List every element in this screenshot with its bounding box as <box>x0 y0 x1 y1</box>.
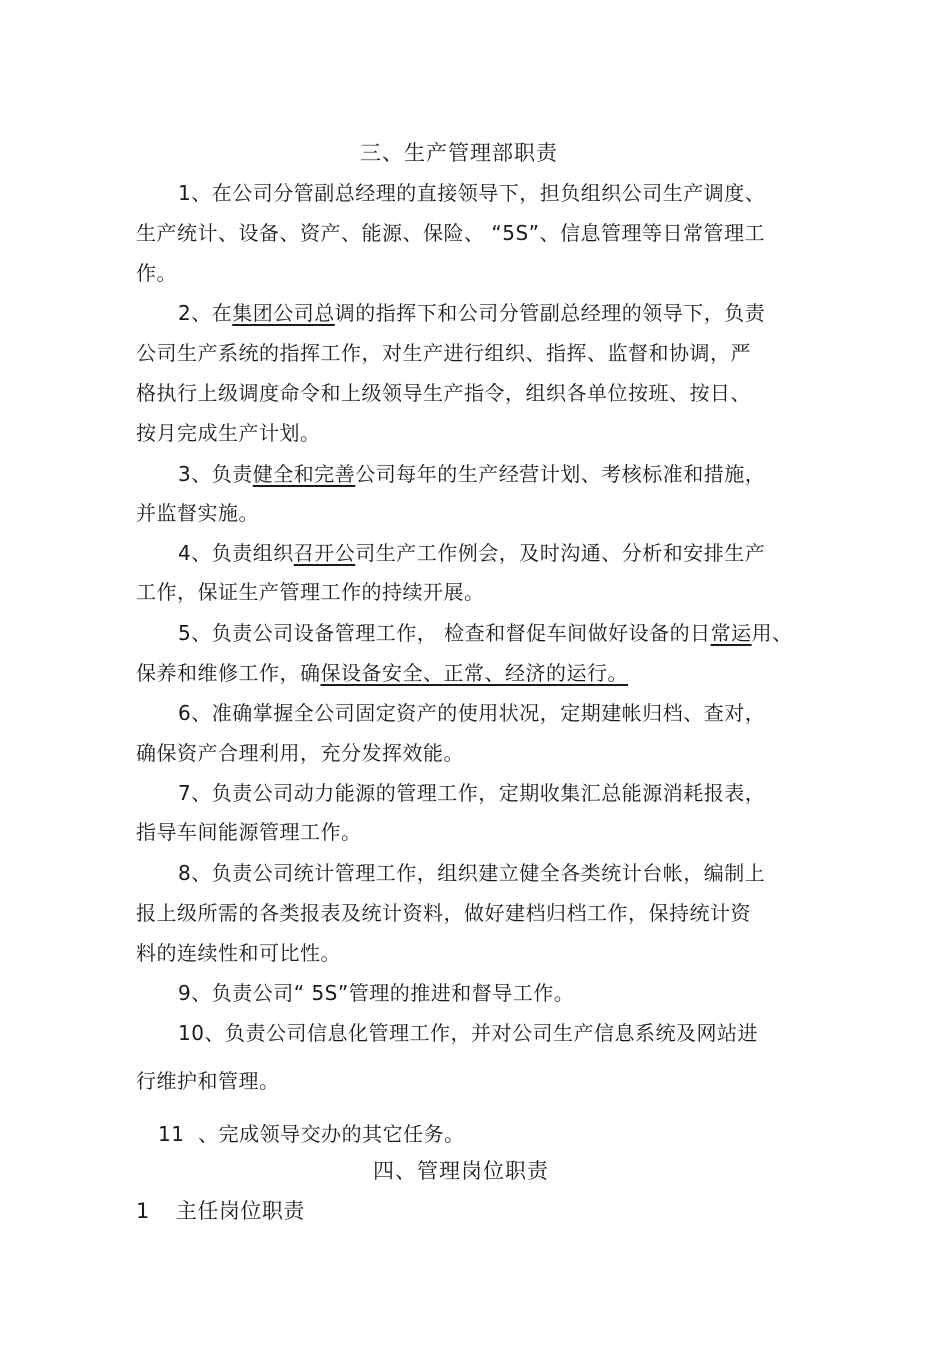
item-5-text-a: 5、负责公司设备管理工作， 检查和督促车间做好设备的日 <box>178 621 711 645</box>
item-1-line-3: 作。 <box>136 261 177 285</box>
item-7-line-1: 7、负责公司动力能源的管理工作，定期收集汇总能源消耗报表， <box>178 781 766 805</box>
item-10-line-2: 行维护和管理。 <box>136 1069 280 1093</box>
item-2-text-a: 2、在 <box>178 301 233 325</box>
item-5-line-2 <box>136 660 628 686</box>
item-5-line-1 <box>178 620 793 646</box>
item-6-line-2: 确保资产合理利用，充分发挥效能。 <box>136 741 464 765</box>
item-5-underlined-text: 常运 <box>710 621 752 645</box>
item-2-text-b: 调的指挥下和公司分管副总经理的领导下，负责 <box>334 301 766 325</box>
item-8-line-2: 报上级所需的各类报表及统计资料，做好建档归档工作，保持统计资 <box>136 901 751 925</box>
item-10-line-1: 10、负责公司信息化管理工作，并对公司生产信息系统及网站进 <box>178 1021 758 1045</box>
item-6-line-1: 6、准确掌握全公司固定资产的使用状况，定期建帐归档、查对， <box>178 701 766 725</box>
item-2-line-2: 公司生产系统的指挥工作，对生产进行组织、指挥、监督和协调，严 <box>136 341 751 365</box>
item-4-line-1 <box>178 540 765 566</box>
item-3-underlined-text: 健全和完善 <box>252 462 356 486</box>
item-8-line-3: 料的连续性和可比性。 <box>136 941 341 965</box>
item-8-line-1: 8、负责公司统计管理工作，组织建立健全各类统计台帐，编制上 <box>178 861 766 885</box>
item-2-underlined-text: 集团公司总 <box>232 301 335 325</box>
item-1-line-2: 生产统计、设备、资产、能源、保险、 “5S”、信息管理等日常管理工 <box>136 221 765 245</box>
item-3-text-a: 3、负责 <box>178 462 253 486</box>
item-4-line-2: 工作，保证生产管理工作的持续开展。 <box>136 580 485 604</box>
section-4-title: 四、管理岗位职责 <box>373 1159 549 1183</box>
item-3-text-b: 公司每年的生产经营计划、考核标准和措施， <box>355 462 766 486</box>
item-1-line-1: 1、在公司分管副总经理的直接领导下，担负组织公司生产调度、 <box>178 181 766 205</box>
item-4-text-b: 司生产工作例会，及时沟通、分析和安排生产 <box>355 541 766 565</box>
item-3-line-2: 并监督实施。 <box>136 501 259 525</box>
item-7-line-2: 指导车间能源管理工作。 <box>136 820 362 844</box>
section-4-item-1 <box>136 1198 305 1224</box>
item-11-line-1: 11 、完成领导交办的其它任务。 <box>158 1122 465 1146</box>
item-5-text-b: 用、 <box>751 621 793 645</box>
item-4-text-a: 4、负责组织 <box>178 541 294 565</box>
item-2-line-3: 格执行上级调度命令和上级领导生产指令，组织各单位按班、按日、 <box>136 381 751 405</box>
item-2-line-4: 按月完成生产计划。 <box>136 421 321 445</box>
item-4-underlined-text: 召开公 <box>293 541 356 565</box>
item-5-text-c: 保养和维修工作，确 <box>136 661 321 685</box>
section-4-item-1-number: 1 <box>136 1199 150 1223</box>
item-3-line-1 <box>178 461 765 487</box>
section-4-item-1-label: 主任岗位职责 <box>175 1199 305 1223</box>
item-5-underlined-tail: 保设备安全、正常、经济的运行。 <box>320 661 628 685</box>
item-2-line-1 <box>178 300 765 326</box>
section-3-title: 三、生产管理部职责 <box>360 141 558 165</box>
item-9-line-1: 9、负责公司“ 5S”管理的推进和督导工作。 <box>178 981 575 1005</box>
